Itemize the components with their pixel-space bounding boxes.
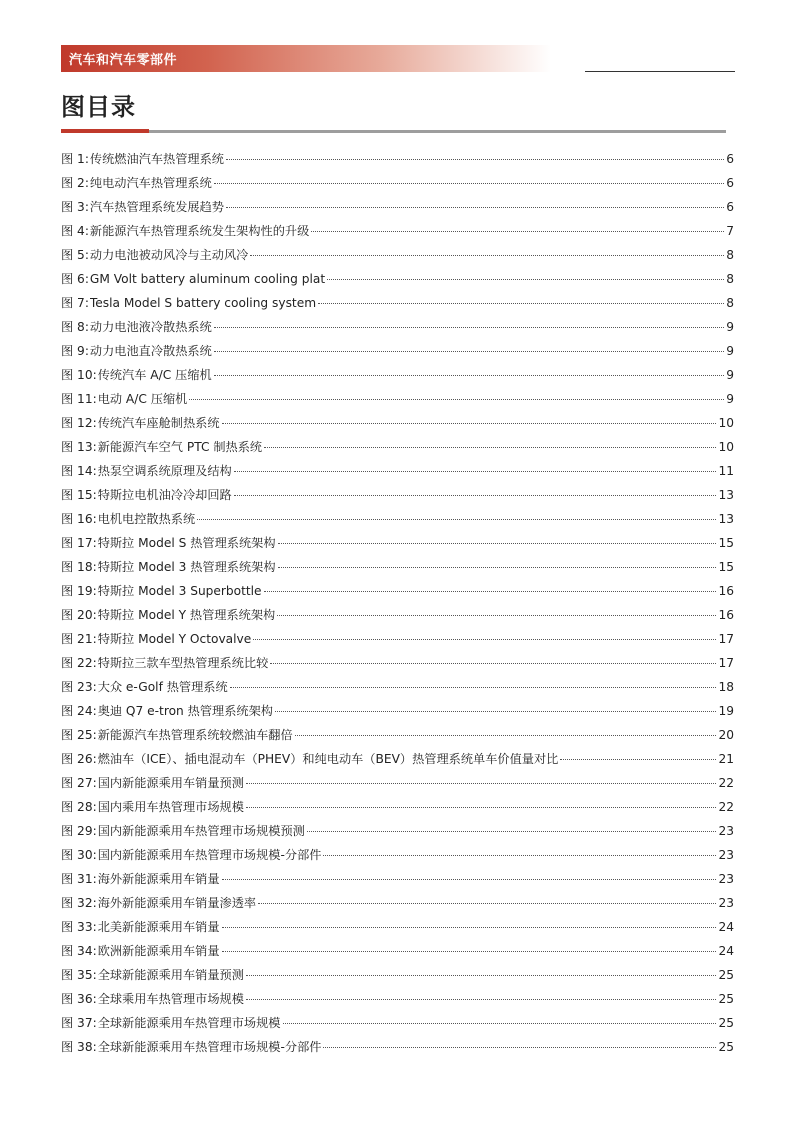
toc-entry-title: 全球新能源乘用车热管理市场规模 xyxy=(97,1016,281,1030)
toc-entry-label: 图 24: xyxy=(61,704,97,718)
toc-entry-leader xyxy=(246,975,717,976)
toc-entry[interactable] xyxy=(61,580,734,604)
toc-entry-page: 6 xyxy=(726,200,734,214)
toc-entry-leader xyxy=(275,711,717,712)
toc-entry-page: 8 xyxy=(726,296,734,310)
toc-entry-title: 新能源汽车热管理系统发生架构性的升级 xyxy=(89,224,310,238)
toc-entry-label: 图 13: xyxy=(61,440,97,454)
toc-entry-page: 16 xyxy=(718,584,734,598)
toc-entry[interactable] xyxy=(61,796,734,820)
toc-entry[interactable] xyxy=(61,148,734,172)
toc-entry-title: 纯电动汽车热管理系统 xyxy=(89,176,212,190)
header-band xyxy=(61,45,551,72)
toc-entry-label: 图 1: xyxy=(61,152,89,166)
toc-entry[interactable] xyxy=(61,1012,734,1036)
toc-entry-page: 8 xyxy=(726,272,734,286)
toc-entry-title: 海外新能源乘用车销量 xyxy=(97,872,220,886)
toc-entry[interactable] xyxy=(61,364,734,388)
toc-entry-page: 9 xyxy=(726,368,734,382)
toc-entry-page: 24 xyxy=(718,920,734,934)
toc-entry-title: 大众 e-Golf 热管理系统 xyxy=(97,680,228,694)
toc-entry-title: 传统汽车 A/C 压缩机 xyxy=(97,368,212,382)
toc-entry[interactable] xyxy=(61,820,734,844)
toc-entry-leader xyxy=(277,615,716,616)
toc-entry-leader xyxy=(214,183,724,184)
toc-entry-page: 23 xyxy=(718,848,734,862)
toc-entry-label: 图 15: xyxy=(61,488,97,502)
toc-entry-title: 国内乘用车热管理市场规模 xyxy=(97,800,244,814)
toc-entry-label: 图 32: xyxy=(61,896,97,910)
title-rule xyxy=(61,130,726,133)
toc-entry-label: 图 36: xyxy=(61,992,97,1006)
toc-entry-page: 15 xyxy=(718,536,734,550)
toc-entry-leader xyxy=(311,231,724,232)
toc-entry-leader xyxy=(323,855,716,856)
toc-entry-label: 图 17: xyxy=(61,536,97,550)
toc-entry-leader xyxy=(246,999,717,1000)
toc-entry[interactable] xyxy=(61,1036,734,1060)
toc-entry-title: 特斯拉 Model 3 热管理系统架构 xyxy=(97,560,276,574)
toc-entry-page: 25 xyxy=(718,1040,734,1054)
toc-entry-title: 全球新能源乘用车热管理市场规模-分部件 xyxy=(97,1040,322,1054)
toc-entry-page: 22 xyxy=(718,800,734,814)
toc-entry-page: 17 xyxy=(718,632,734,646)
toc-entry-title: 欧洲新能源乘用车销量 xyxy=(97,944,220,958)
toc-entry-leader xyxy=(327,279,724,280)
toc-entry-label: 图 26: xyxy=(61,752,97,766)
toc-entry-title: 传统燃油汽车热管理系统 xyxy=(89,152,224,166)
toc-entry-page: 10 xyxy=(718,416,734,430)
toc-entry-title: 特斯拉三款车型热管理系统比较 xyxy=(97,656,269,670)
toc-entry[interactable] xyxy=(61,220,734,244)
toc-entry[interactable] xyxy=(61,172,734,196)
toc-entry[interactable] xyxy=(61,244,734,268)
toc-entry-page: 25 xyxy=(718,968,734,982)
toc-entry-title: 全球新能源乘用车销量预测 xyxy=(97,968,244,982)
toc-entry-page: 21 xyxy=(718,752,734,766)
toc-entry-title: 全球乘用车热管理市场规模 xyxy=(97,992,244,1006)
page-title: 图目录 xyxy=(61,93,136,121)
toc-entry[interactable] xyxy=(61,748,734,772)
toc-entry-page: 8 xyxy=(726,248,734,262)
toc-entry[interactable] xyxy=(61,388,734,412)
toc-entry[interactable] xyxy=(61,316,734,340)
toc-entry[interactable] xyxy=(61,340,734,364)
toc-entry[interactable] xyxy=(61,844,734,868)
toc-entry-label: 图 35: xyxy=(61,968,97,982)
toc-entry-leader xyxy=(278,543,717,544)
toc-entry-title: 电动 A/C 压缩机 xyxy=(97,392,188,406)
toc-entry-leader xyxy=(253,639,716,640)
toc-entry-label: 图 22: xyxy=(61,656,97,670)
toc-entry-label: 图 28: xyxy=(61,800,97,814)
toc-entry-leader xyxy=(278,567,717,568)
toc-entry-leader xyxy=(318,303,724,304)
toc-entry-label: 图 12: xyxy=(61,416,97,430)
toc-entry-label: 图 3: xyxy=(61,200,89,214)
toc-entry-title: 国内新能源乘用车热管理市场规模-分部件 xyxy=(97,848,322,862)
toc-entry[interactable] xyxy=(61,532,734,556)
toc-entry-leader xyxy=(270,663,716,664)
toc-entry-page: 13 xyxy=(718,488,734,502)
toc-entry-title: 新能源汽车热管理系统较燃油车翻倍 xyxy=(97,728,293,742)
toc-entry-leader xyxy=(246,807,717,808)
toc-entry[interactable] xyxy=(61,268,734,292)
toc-entry-title: 北美新能源乘用车销量 xyxy=(97,920,220,934)
toc-entry-leader xyxy=(283,1023,717,1024)
toc-entry-page: 22 xyxy=(718,776,734,790)
toc-entry-label: 图 27: xyxy=(61,776,97,790)
toc-entry-leader xyxy=(197,519,716,520)
toc-entry-label: 图 2: xyxy=(61,176,89,190)
toc-entry[interactable] xyxy=(61,724,734,748)
toc-entry-page: 6 xyxy=(726,152,734,166)
toc-entry-page: 7 xyxy=(726,224,734,238)
toc-entry-label: 图 4: xyxy=(61,224,89,238)
toc-entry-label: 图 21: xyxy=(61,632,97,646)
toc-entry-label: 图 31: xyxy=(61,872,97,886)
toc-entry-leader xyxy=(264,447,716,448)
toc-entry-label: 图 10: xyxy=(61,368,97,382)
toc-entry-label: 图 33: xyxy=(61,920,97,934)
toc-entry-leader xyxy=(246,783,717,784)
toc-entry-title: 热泵空调系统原理及结构 xyxy=(97,464,232,478)
toc-entry-label: 图 34: xyxy=(61,944,97,958)
toc-entry-page: 23 xyxy=(718,896,734,910)
toc-entry-page: 13 xyxy=(718,512,734,526)
toc-entry-label: 图 6: xyxy=(61,272,89,286)
toc-entry[interactable] xyxy=(61,772,734,796)
toc-entry-leader xyxy=(214,375,724,376)
toc-entry-leader xyxy=(189,399,724,400)
toc-entry-label: 图 11: xyxy=(61,392,97,406)
toc-entry-label: 图 8: xyxy=(61,320,89,334)
toc-entry[interactable] xyxy=(61,700,734,724)
toc-entry[interactable] xyxy=(61,964,734,988)
toc-entry-title: 特斯拉电机油冷冷却回路 xyxy=(97,488,232,502)
toc-entry-page: 18 xyxy=(718,680,734,694)
toc-entry-page: 9 xyxy=(726,344,734,358)
toc-entry[interactable] xyxy=(61,508,734,532)
toc-entry-leader xyxy=(295,735,717,736)
toc-entry-page: 20 xyxy=(718,728,734,742)
toc-entry-page: 16 xyxy=(718,608,734,622)
toc-entry[interactable] xyxy=(61,916,734,940)
toc-entry-label: 图 9: xyxy=(61,344,89,358)
toc-entry-label: 图 25: xyxy=(61,728,97,742)
toc-entry-page: 9 xyxy=(726,320,734,334)
toc-entry-title: 动力电池液冷散热系统 xyxy=(89,320,212,334)
toc-entry-leader xyxy=(222,951,717,952)
toc-entry[interactable] xyxy=(61,676,734,700)
toc-entry[interactable] xyxy=(61,628,734,652)
toc-entry-leader xyxy=(250,255,724,256)
toc-entry-leader xyxy=(230,687,717,688)
toc-entry[interactable] xyxy=(61,436,734,460)
toc-entry-leader xyxy=(264,591,717,592)
toc-entry[interactable] xyxy=(61,412,734,436)
toc-entry[interactable] xyxy=(61,196,734,220)
toc-entry-title: 传统汽车座舱制热系统 xyxy=(97,416,220,430)
toc-entry-title: 国内新能源乘用车销量预测 xyxy=(97,776,244,790)
toc-entry-label: 图 20: xyxy=(61,608,97,622)
toc-entry-label: 图 23: xyxy=(61,680,97,694)
toc-entry-leader xyxy=(222,927,717,928)
toc-entry-page: 6 xyxy=(726,176,734,190)
toc-entry-page: 25 xyxy=(718,992,734,1006)
toc-entry-title: 动力电池被动风冷与主动风冷 xyxy=(89,248,249,262)
toc-entry-label: 图 14: xyxy=(61,464,97,478)
toc-entry[interactable] xyxy=(61,604,734,628)
toc-entry-title: 特斯拉 Model Y Octovalve xyxy=(97,632,252,646)
toc-entry-leader xyxy=(226,207,724,208)
toc-entry-page: 24 xyxy=(718,944,734,958)
toc-entry-page: 9 xyxy=(726,392,734,406)
figure-toc-list xyxy=(61,148,734,1060)
toc-entry[interactable] xyxy=(61,484,734,508)
toc-entry-label: 图 30: xyxy=(61,848,97,862)
toc-entry-leader xyxy=(214,351,724,352)
toc-entry-title: 海外新能源乘用车销量渗透率 xyxy=(97,896,257,910)
toc-entry-title: 燃油车（ICE）、插电混动车（PHEV）和纯电动车（BEV）热管理系统单车价值量对比 xyxy=(97,752,559,766)
toc-entry-page: 15 xyxy=(718,560,734,574)
toc-entry-title: 特斯拉 Model S 热管理系统架构 xyxy=(97,536,276,550)
toc-entry[interactable] xyxy=(61,556,734,580)
toc-entry-leader xyxy=(222,879,717,880)
toc-entry-page: 11 xyxy=(718,464,734,478)
toc-entry[interactable] xyxy=(61,988,734,1012)
toc-entry[interactable] xyxy=(61,292,734,316)
toc-entry-title: Tesla Model S battery cooling system xyxy=(89,296,317,310)
toc-entry-title: GM Volt battery aluminum cooling plat xyxy=(89,272,326,286)
toc-entry-page: 23 xyxy=(718,824,734,838)
toc-entry-label: 图 7: xyxy=(61,296,89,310)
toc-entry-title: 汽车热管理系统发展趋势 xyxy=(89,200,224,214)
toc-entry-title: 国内新能源乘用车热管理市场规模预测 xyxy=(97,824,305,838)
toc-entry-leader xyxy=(258,903,716,904)
header-section-title: 汽车和汽车零部件 xyxy=(69,53,178,68)
toc-entry-page: 25 xyxy=(718,1016,734,1030)
toc-entry-leader xyxy=(560,759,716,760)
toc-entry-label: 图 38: xyxy=(61,1040,97,1054)
toc-entry-page: 23 xyxy=(718,872,734,886)
toc-entry-title: 电机电控散热系统 xyxy=(97,512,196,526)
toc-entry[interactable] xyxy=(61,868,734,892)
toc-entry-page: 19 xyxy=(718,704,734,718)
toc-entry[interactable] xyxy=(61,460,734,484)
toc-entry-leader xyxy=(222,423,717,424)
toc-entry-label: 图 5: xyxy=(61,248,89,262)
toc-entry-label: 图 29: xyxy=(61,824,97,838)
toc-entry-leader xyxy=(323,1047,716,1048)
toc-entry[interactable] xyxy=(61,652,734,676)
toc-entry[interactable] xyxy=(61,940,734,964)
toc-entry-leader xyxy=(214,327,724,328)
toc-entry-label: 图 16: xyxy=(61,512,97,526)
toc-entry-leader xyxy=(226,159,724,160)
title-rule-accent xyxy=(61,129,149,133)
header-rule xyxy=(585,71,735,72)
toc-entry-title: 特斯拉 Model 3 Superbottle xyxy=(97,584,262,598)
toc-entry-leader xyxy=(307,831,717,832)
toc-entry-page: 10 xyxy=(718,440,734,454)
toc-entry[interactable] xyxy=(61,892,734,916)
toc-entry-label: 图 37: xyxy=(61,1016,97,1030)
toc-entry-label: 图 19: xyxy=(61,584,97,598)
toc-entry-title: 动力电池直冷散热系统 xyxy=(89,344,212,358)
toc-entry-label: 图 18: xyxy=(61,560,97,574)
toc-entry-title: 特斯拉 Model Y 热管理系统架构 xyxy=(97,608,276,622)
toc-entry-title: 新能源汽车空气 PTC 制热系统 xyxy=(97,440,263,454)
toc-entry-leader xyxy=(234,495,717,496)
toc-entry-leader xyxy=(234,471,717,472)
toc-entry-page: 17 xyxy=(718,656,734,670)
toc-entry-title: 奥迪 Q7 e-tron 热管理系统架构 xyxy=(97,704,273,718)
